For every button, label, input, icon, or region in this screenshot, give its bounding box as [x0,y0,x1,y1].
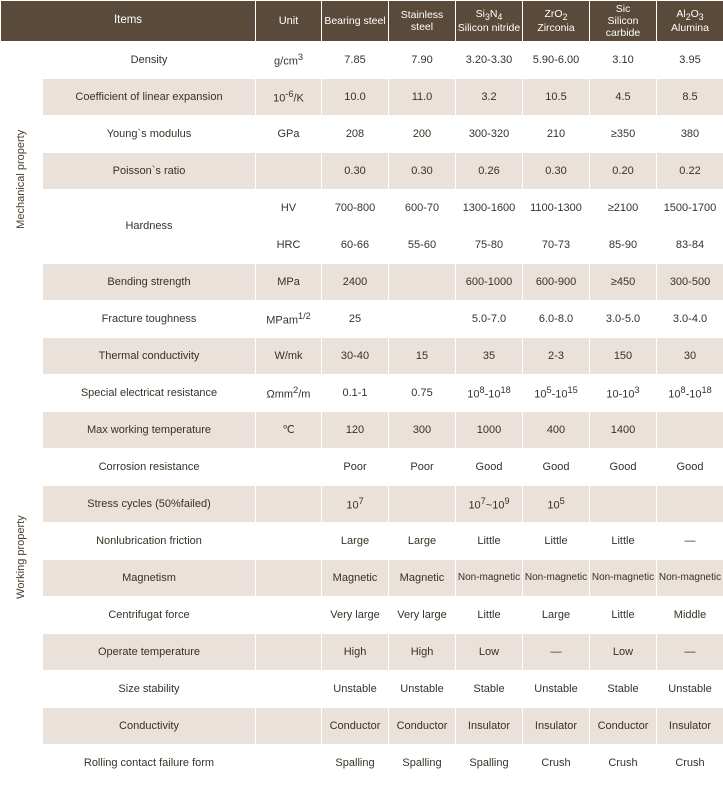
table-row: Stress cycles (50%failed) $10^7$ $10^7\sim 10^9$ $10^5$ [1,486,723,523]
row-unit [256,560,322,597]
row-item: Fracture toughness [43,301,256,338]
row-unit: $10^{-6}/K$ [256,79,322,116]
header-material: $Si_3N_4$ Silicon nitride [456,1,523,42]
row-item: Special electricat resistance [43,375,256,412]
row-unit: $g/cm^3$ [256,42,322,79]
row-item: Max working temperature [43,412,256,449]
row-unit [256,597,322,634]
header-row [1,1,723,42]
row-unit: HV [256,190,322,227]
row-unit [256,634,322,671]
table-row: Centrifugat force Very large Very large Little Large Little Middle [1,597,723,634]
table-row: Conductivity Conductor Conductor Insulator Insulator Conductor Insulator [1,708,723,745]
row-item: Bending strength [43,264,256,301]
row-unit [256,153,322,190]
row-unit: MPam$^{1/2}$ [256,301,322,338]
table-row: Coefficient of linear expansion $10^{-6}/K$ 10.0 11.0 3.2 10.5 4.5 8.5 [1,79,723,116]
table-row: Size stability Unstable Unstable Stable Unstable Stable Unstable [1,671,723,708]
row-item: Density [43,42,256,79]
row-item: Thermal conductivity [43,338,256,375]
row-item: Conductivity [43,708,256,745]
header-material: $Al_2O_3$ Alumina [657,1,723,42]
row-unit: MPa [256,264,322,301]
row-item: Corrosion resistance [43,449,256,486]
table-row: Fracture toughness MPam$^{1/2}$ 25 5.0-7.0 6.0-8.0 3.0-5.0 3.0-4.0 [1,301,723,338]
table-row: Magnetism Magnetic Magnetic Non-magnetic Non-magnetic Non-magnetic Non-magnetic [1,560,723,597]
row-item: Stress cycles (50%failed) [43,486,256,523]
header-material: Stainless steel [389,1,456,42]
table-row: Hardness HV 700-800 600-70 1300-1600 1100-1300 ≥2100 1500-1700 [1,190,723,227]
row-unit [256,449,322,486]
table-row: Mechanical property Density $g/cm^3$ 7.85 7.90 3.20-3.30 5.90-6.00 3.10 3.95 [1,42,723,79]
row-unit: W/mk [256,338,322,375]
table-row: Rolling contact failure form Spalling Spalling Spalling Crush Crush Crush [1,745,723,782]
row-item: Hardness [43,190,256,264]
header-material: ZrO$_2$ Zirconia [523,1,590,42]
table-row: Bending strength MPa 2400 600-1000 600-900 ≥450 300-500 [1,264,723,301]
row-item: Magnetism [43,560,256,597]
table-row: Young`s modulus GPa 208 200 300-320 210 ≥350 380 [1,116,723,153]
row-item: Poisson`s ratio [43,153,256,190]
row-item: Rolling contact failure form [43,745,256,782]
table-row: Max working temperature ℃ 120 300 1000 400 1400 [1,412,723,449]
table-row: HRC 60-66 55-60 75-80 70-73 85-90 83-84 [1,227,723,264]
table-row: Corrosion resistance Poor Poor Good Good Good Good [1,449,723,486]
row-item: Centrifugat force [43,597,256,634]
row-item: Nonlubrication friction [43,523,256,560]
row-unit [256,486,322,523]
row-unit: GPa [256,116,322,153]
table-row: Working property Special electricat resistance Ωmm$^2$/m 0.1-1 0.75 $10^8-10^{18}$ $10^5-10^{15}$ $10-10^3$ $10^8-10^{18}$ [1,375,723,412]
row-unit [256,708,322,745]
table-row: Thermal conductivity W/mk 30-40 15 35 2-3 150 30 [1,338,723,375]
row-unit: ℃ [256,412,322,449]
row-item: Operate temperature [43,634,256,671]
row-item: Young`s modulus [43,116,256,153]
group-label-working: Working property [1,375,43,782]
row-unit [256,745,322,782]
table-row: Nonlubrication friction Large Large Little Little Little — [1,523,723,560]
header-unit: Unit [256,1,322,42]
table-row: Operate temperature High High Low — Low — [1,634,723,671]
row-unit [256,523,322,560]
row-unit [256,671,322,708]
header-material: Bearing steel [322,1,389,42]
row-item: Size stability [43,671,256,708]
header-material: Sic Silicon carbide [590,1,657,42]
group-label-mechanical: Mechanical property [1,42,43,375]
header-items: Items [1,1,256,42]
row-item: Coefficient of linear expansion [43,79,256,116]
row-unit: HRC [256,227,322,264]
table-row: Poisson`s ratio 0.30 0.30 0.26 0.30 0.20 0.22 [1,153,723,190]
row-unit: Ωmm$^2$/m [256,375,322,412]
